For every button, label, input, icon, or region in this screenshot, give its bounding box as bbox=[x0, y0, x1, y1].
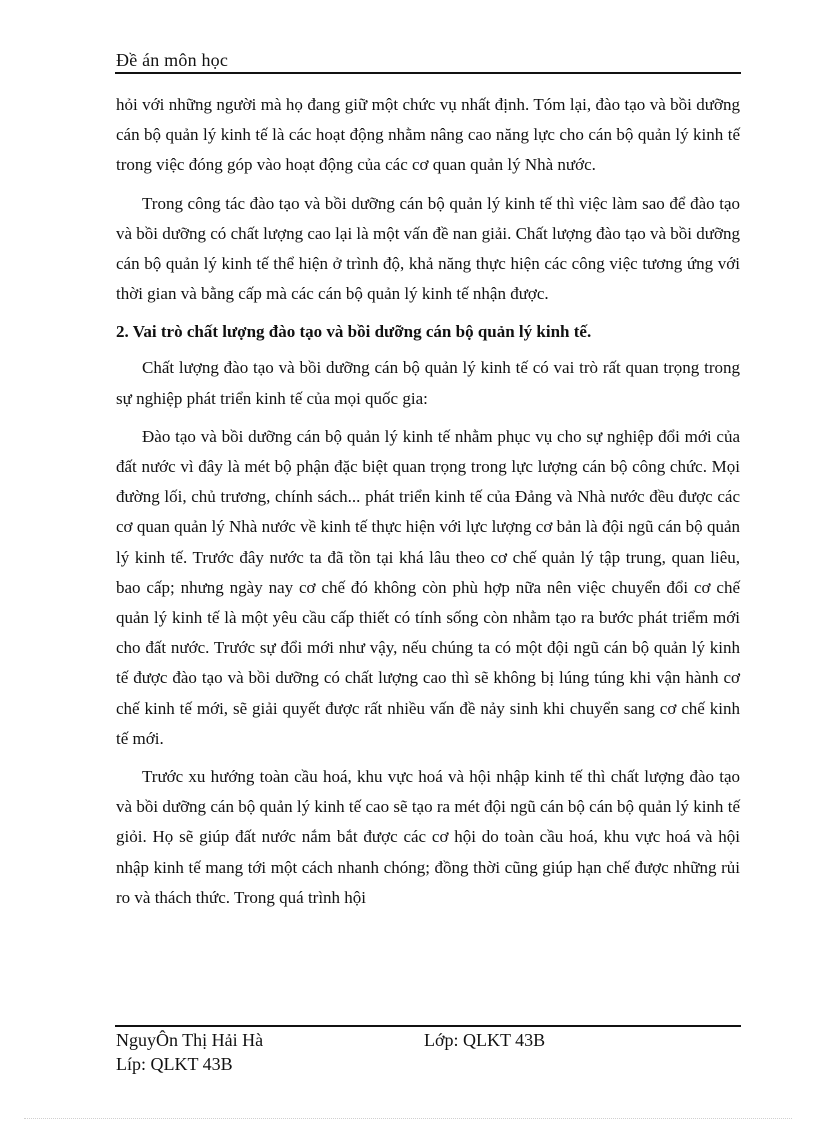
footer-divider bbox=[115, 1025, 741, 1027]
footer-class-left: Líp: QLKT 43B bbox=[116, 1054, 233, 1074]
paragraph-3: Chất lượng đào tạo và bồi dưỡng cán bộ quản lý kinh tế có vai trò rất quan trọng trong sự nghiệp phát triển kinh tế của mọi quốc gia: bbox=[116, 358, 740, 408]
page-bottom-edge bbox=[24, 1118, 792, 1119]
header-divider bbox=[115, 72, 741, 74]
page-header-title: Đề án môn học bbox=[116, 50, 229, 70]
document-body bbox=[116, 90, 740, 921]
paragraph-2: Trong công tác đào tạo và bồi dưỡng cán bộ quản lý kinh tế thì việc làm sao để đào tạo và bồi dưỡng có chất lượng cao lại là một vấn đề nan giải. Chất lượng đào tạo và bồi dưỡng cán bộ quản lý kinh tế thể hiện ở trình độ, khả năng thực hiện các công việc tương ứng với thời gian và bằng cấp mà các cán bộ quản lý kinh tế nhận được. bbox=[116, 193, 740, 304]
paragraph-4: Đào tạo và bồi dưỡng cán bộ quản lý kinh tế nhằm phục vụ cho sự nghiệp đổi mới của đất nước vì đây là mét bộ phận đặc biệt quan trọng trong lực lượng cán bộ công chức. Mọi đường lối, chủ trương, chính sách... phát triển kinh tế của Đảng và Nhà nước đều được các cơ quan quản lý Nhà nước về kinh tế thực hiện với lực lượng cơ bản là đội ngũ cán bộ quản lý kinh tế. Trước đây nước ta đã tồn tại khá lâu theo cơ chế quản lý tập trung, quan liêu, bao cấp; nhưng ngày nay cơ chế đó không còn phù hợp nữa nên việc chuyển đổi cơ chế quản lý kinh tế là một yêu cầu cấp thiết có tính sống còn nhằm tạo ra bước phát triểm mới cho đất nước. Trước sự đổi mới như vậy, nếu chúng ta có một đội ngũ cán bộ quản lý kinh tế được đào tạo và bồi dưỡng có chất lượng cao thì sẽ không bị lúng túng khi vận hành cơ chế kinh tế mới, sẽ giải quyết được rất nhiều vấn đề nảy sinh khi chuyển sang cơ chế kinh tế mới. bbox=[116, 426, 740, 748]
paragraph-5: Trước xu hướng toàn cầu hoá, khu vực hoá và hội nhập kinh tế thì chất lượng đào tạo và bồi dưỡng cán bộ quản lý kinh tế cao sẽ tạo ra mét đội ngũ cán bộ cán bộ quản lý kinh tế giỏi. Họ sẽ giúp đất nước nắm bắt được các cơ hội do toàn cầu hoá, khu vực hoá và hội nhập kinh tế mang tới một cách nhanh chóng; đồng thời cũng giúp hạn chế được những rủi ro và thách thức. Trong quá trình hội bbox=[116, 767, 740, 907]
footer-class-right: Lớp: QLKT 43B bbox=[424, 1030, 546, 1050]
footer-author-name: NguyÔn Thị Hải Hà bbox=[116, 1030, 264, 1050]
section-heading-2: 2. Vai trò chất lượng đào tạo và bồi dưỡng cán bộ quản lý kinh tế. bbox=[116, 322, 592, 342]
paragraph-1: hỏi với những người mà họ đang giữ một chức vụ nhất định. Tóm lại, đào tạo và bồi dưỡng cán bộ quản lý kinh tế là các hoạt động nhằm nâng cao năng lực cho cán bộ quản lý kinh tế trong việc đóng góp vào hoạt động của các cơ quan quản lý Nhà nước. bbox=[116, 95, 740, 175]
